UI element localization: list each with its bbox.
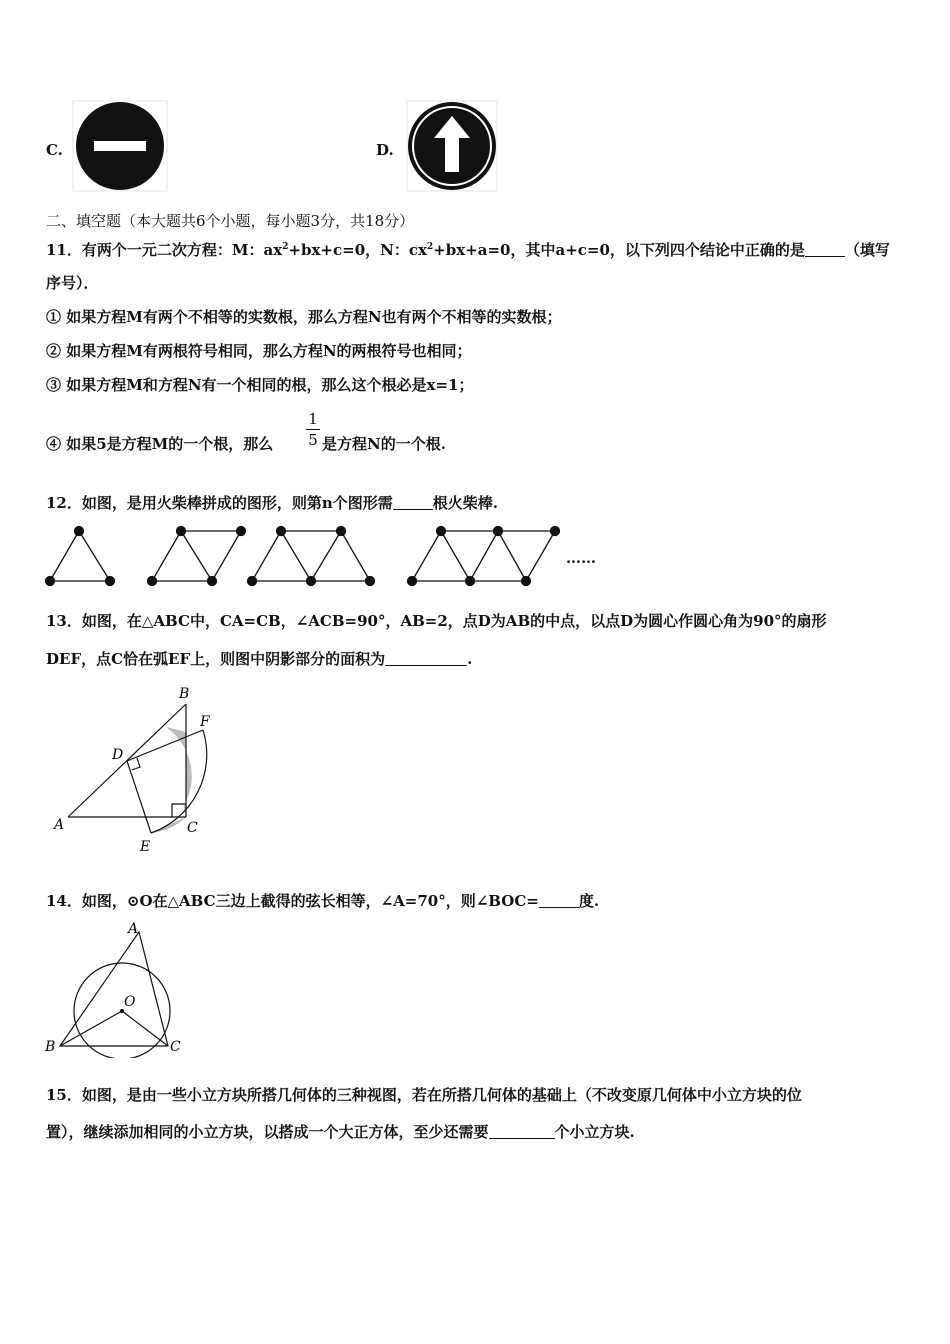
q11-answer-blank bbox=[805, 242, 845, 257]
q15-line1: 15．如图，是由一些小立方块所搭几何体的三种视图，若在所搭几何体的基础上（不改变原几何体中小立方块的位 bbox=[46, 1086, 802, 1104]
matchstick-figure-2 bbox=[148, 527, 246, 586]
label-f: F bbox=[200, 714, 210, 730]
matchstick-figure-3 bbox=[248, 527, 375, 586]
label-d: D bbox=[112, 747, 124, 763]
q11-statement-2: ② 如果方程M有两根符号相同，那么方程N的两根符号也相同； bbox=[46, 342, 472, 360]
q12-answer-blank bbox=[393, 495, 433, 510]
section-header: 二、填空题（本大题共6个小题，每小题3分，共18分） bbox=[46, 212, 415, 230]
label-c: C bbox=[187, 820, 198, 836]
label-c: C bbox=[170, 1039, 181, 1055]
matchstick-figure-1 bbox=[46, 527, 115, 586]
q11-line1: 11．有两个一元二次方程：M：$ax^2+bx+c=0$，N：$cx^2+bx+a=0$，其中a+c=0，以下列四个结论中正确的是 （填写 bbox=[46, 241, 890, 259]
q13-line1: 13．如图，在△ABC中，CA=CB，∠ACB=90°，AB=2，点D为AB的中点，以点D为圆心作圆心角为90°的扇形 bbox=[46, 612, 827, 630]
q14-circle-triangle-diagram bbox=[42, 918, 192, 1058]
q13-sector-diagram bbox=[50, 678, 230, 860]
label-o: O bbox=[124, 994, 136, 1010]
q11-statement-1: ① 如果方程M有两个不相等的实数根，那么方程N也有两个不相等的实数根； bbox=[46, 308, 562, 326]
no-entry-sign-icon bbox=[72, 100, 168, 192]
q11-statement-3: ③ 如果方程M和方程N有一个相同的根，那么这个根必是x=1； bbox=[46, 376, 474, 394]
label-a: A bbox=[128, 921, 139, 937]
q12-text: 12．如图，是用火柴棒拼成的图形，则第n个图形需 根火柴棒. bbox=[46, 494, 499, 512]
option-c-label: C. bbox=[46, 141, 63, 159]
label-e: E bbox=[140, 839, 151, 855]
q11-statement-4a: ④ 如果5是方程M的一个根，那么 bbox=[46, 435, 274, 453]
q15-answer-blank bbox=[489, 1124, 555, 1139]
q15-line2: 置），继续添加相同的小立方块，以搭成一个大正方体，至少还需要 个小立方块. bbox=[46, 1123, 635, 1141]
matchstick-figures bbox=[40, 520, 620, 592]
q12-ellipsis: …… bbox=[566, 549, 596, 567]
matchstick-figure-4 bbox=[408, 527, 560, 586]
straight-ahead-sign-icon bbox=[406, 100, 498, 192]
q11-line2: 序号）． bbox=[46, 274, 99, 292]
q14-text: 14．如图，⊙O在△ABC三边上截得的弦长相等，∠A=70°，则∠BOC= 度. bbox=[46, 892, 600, 910]
q13-answer-blank bbox=[385, 651, 467, 666]
label-a: A bbox=[54, 817, 65, 833]
q14-answer-blank bbox=[539, 893, 579, 908]
label-b: B bbox=[179, 686, 190, 702]
option-d-label: D. bbox=[376, 141, 394, 159]
fraction-one-fifth: 1 5 bbox=[306, 410, 320, 449]
q13-line2: DEF，点C恰在弧EF上，则图中阴影部分的面积为 . bbox=[46, 650, 473, 668]
label-b: B bbox=[45, 1039, 56, 1055]
q11-statement-4b: 是方程N的一个根. bbox=[322, 435, 446, 453]
